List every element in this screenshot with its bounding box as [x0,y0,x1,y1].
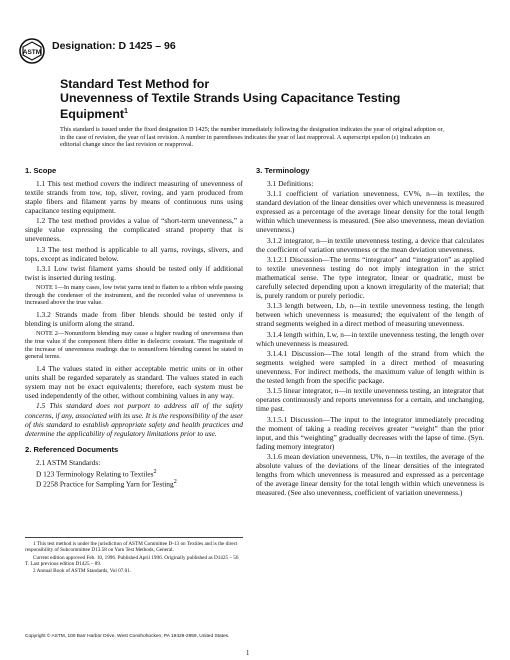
paragraph-1-1: 1.1 This test method covers the indirect measuring of unevenness of textile strands from tow, top, sliver, roving, and yarn produced from staple fibers and filament yarns by means of continuous runs using capacitance testing equipment. [25,179,243,216]
definition-3-1-6: 3.1.6 mean deviation unevenness, U%, n—in textiles, the average of the absolute values of the deviations of the linear densities of the integrated lengths from which unevenness is measured and expressed as a percentage of the average linear density for the total length within which unevenness is measured. (See also unevenness, coefficient of variation unevenness.) [256,452,484,498]
definition-3-1-4: 3.1.4 length within, Lw, n—in textile unevenness testing, the length over which unevenness is measured. [256,329,484,348]
section-heading-terminology: 3. Terminology [256,166,310,175]
footnotes [25,537,243,575]
paragraph-1-5: 1.5 This standard does not purport to address all of the safety concerns, if any, associated with its use. It is the responsibility of the user of this standard to establish appropriate safety and health practices and determine the applicability of regulatory limitations prior to use. [25,401,243,438]
note-2: NOTE 2—Nonuniform blending may cause a higher reading of unevenness than the true value if the component fibers differ in dielectric constant. The magnitude of the increase of unevenness readings due to nonuniform blending cannot be stated in general terms. [25,330,243,361]
section-heading-scope: 1. Scope [25,166,57,175]
paragraph-1-2: 1.2 The test method provides a value of “short-term unevenness,” a single value expressing the complicated strand property that is unevenness. [25,216,243,244]
svg-text:ASTM: ASTM [22,49,42,56]
paragraph-1-3-1: 1.3.1 Low twist filament yarns should be tested only if additional twist is inserted during testing. [25,263,243,283]
designation: Designation: D 1425 – 96 [52,40,176,52]
definition-3-1-3: 3.1.3 length between, Lb, n—in textile unevenness testing, the length between which unevenness is measured; the equivalent of the length of strand segments weighed in a direct method of measuring unevenness. [256,301,484,329]
footnote-1: 1 This test method is under the jurisdiction of ASTM Committee D-13 on Textiles and is the direct responsibility of Subcommittee D13.58 on Yarn Test Methods, General. [25,541,238,554]
discussion-3-1-5-1: 3.1.5.1 Discussion—The input to the integrator immediately preceding the moment of taking a reading receives greater “weight” than the prior input, and this “weighting” gradually decreases with the lapse of time. (Syn. fading memory integrator) [256,414,484,451]
discussion-3-1-4-1: 3.1.4.1 Discussion—The total length of the strand from which the segments weighed were sampled in a direct method of measuring unevenness. For indirect methods, the maximum value of length within is the tested length from the specific package. [256,348,484,386]
title-line-2: Unevenness of Textile Strands Using Capacitance Testing [60,90,401,105]
preamble: This standard is issued under the fixed designation D 1425; the number immediately following the designation indicates the year of original adoption or, in the case of revision, the year of last revision. A number in parentheses indicates the year of last reapproval. A superscript epsilon (ε) indicates an editorial change since the last revision or reapproval. [60,126,444,149]
page-number: 1 [246,650,250,657]
definition-3-1-2: 3.1.2 integrator, n—in textile unevenness testing, a device that calculates the coefficient of variation unevenness or the mean deviation unevenness. [256,235,484,254]
note-1: NOTE 1—In many cases, low twist yarns tend to flatten to a ribbon while passing through the condenser of the instrument, and the recorded value of unevenness is increased above the true value. [25,284,243,307]
paragraph-2-1: 2.1 ASTM Standards: [36,457,101,467]
left-column [25,166,243,489]
footnote-2: 2 Annual Book of ASTM Standards, Vol 07.01. [33,568,132,575]
discussion-3-1-2-1: 3.1.2.1 Discussion—The terms “integrator” and “integration” as applied to textile unevenness testing do not imply integration in the strict mathematical sense. The type integrator, linear or quadratic, must be carefully selected depending upon a known irregularity of the material; that is, purely random or purely periodic. [256,254,484,301]
reference-d123: D 123 Terminology Relating to Textiles$^2$ [36,468,157,479]
section-heading-referenced-documents: 2. Referenced Documents [25,444,119,454]
document-title [60,78,490,122]
paragraph-1-4: 1.4 The values stated in either acceptable metric units or in other units shall be regarded separately as standard. The values stated in each system may not be exact equivalents; therefore, each system must be used independently of the other, without combining values in any way. [25,364,243,401]
title-line-1: Standard Test Method for [60,77,210,91]
paragraph-1-3: 1.3 The test method is applicable to all yarns, rovings, slivers, and tops, except as indicated below. [25,244,243,263]
definition-3-1-1: 3.1.1 coefficient of variation unevenness, CV%, n—in textiles, the standard deviation of the linear densities over which unevenness is measured expressed as a percentage of the average linear density for the total length within which unevenness is measured. (See also unevenness, mean deviation unevenness.) [256,189,484,235]
copyright-notice: Copyright © ASTM, 100 Barr Harbor Drive, West Conshohocken, PA 19428-2959, United States. [25,634,230,639]
paragraph-3-1: 3.1 Definitions: [267,179,314,188]
title-line-3: Equipment$^1$ [60,107,128,122]
definition-3-1-5: 3.1.5 linear integrator, n—in textile unevenness testing, an integrator that operates continuously and reports unevenness for a certain, and unchanging, time past. [256,386,484,414]
astm-logo [19,38,45,64]
paragraph-1-3-2: 1.3.2 Strands made from fiber blends should be tested only if blending is uniform along the strand. [25,310,243,329]
right-column [256,166,484,498]
footnote-1-edition: Current edition approved Feb. 10, 1996. Published April 1996. Originally published as D1425 – 56 T. Last previous edition D1425 – 89. [25,554,239,567]
reference-d2258: D 2258 Practice for Sampling Yarn for Testing$^2$ [36,479,177,489]
